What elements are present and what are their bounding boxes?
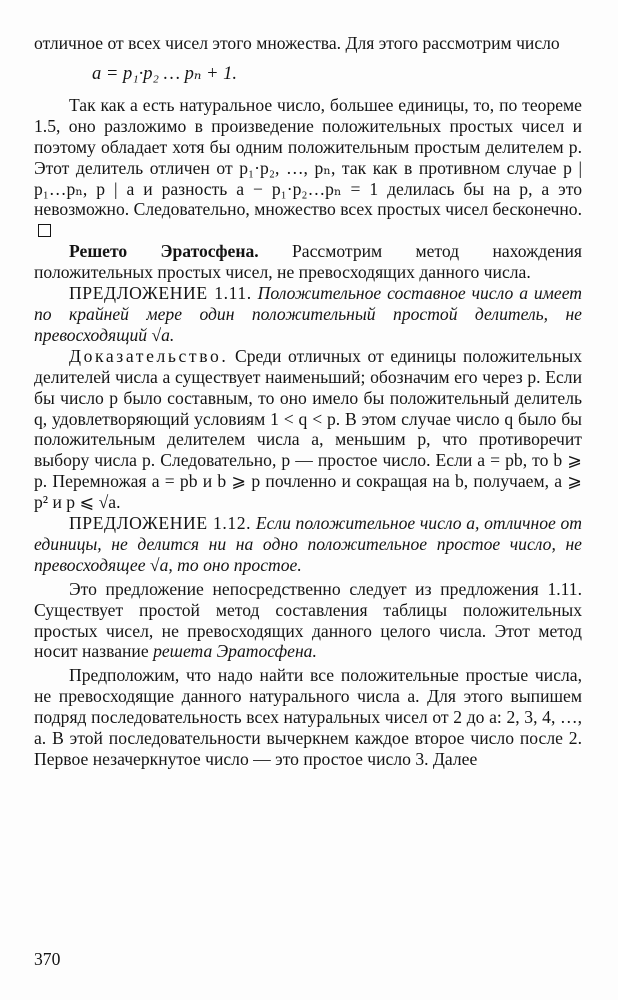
proof-1-11 — [34, 346, 582, 513]
proposition-1-11-text: Положительное составное число a имеет по крайней мере один положительный простой делитель, не превосходящий √a. — [34, 283, 582, 345]
proposition-1-11-label: ПРЕДЛОЖЕНИЕ 1.11. — [69, 283, 252, 304]
proof-1-11-text: Среди отличных от единицы положительных делителей числа a существует наименьший; обозначим его через p. Если бы число p было составным, то оно имело бы положительный делитель q, удовлетворяющий условиям 1 < q < p. В этом случае число q было бы положительным делителем числа a, меньшим p, что противоречит выбору числа p. Следовательно, p — простое число. Если a = pb, то b ⩾ p. Перемножая a = pb и b ⩾ p почленно и сокращая на b, получаем, a ⩾ p² и p ⩽ √a. — [34, 345, 582, 513]
paragraph-sieve-intro — [34, 241, 582, 283]
paragraph-proof-infinite-primes — [34, 95, 582, 241]
proposition-1-12 — [34, 513, 582, 576]
formula-a-equals-product-plus-one: a = p₁·p₂ … pₙ + 1. — [92, 63, 238, 84]
paragraph-sieve-procedure: Предположим, что надо найти все положительные простые числа, не превосходящие данного натурального числа a. Для этого выпишем подряд последовательность всех натуральных чисел от 2 до a: 2, 3, 4, …, a. В этой последовательности вычеркнем каждое второе число после 2. Первое незачеркнутое число — это простое число 3. Далее — [34, 665, 582, 769]
qed-square-icon — [38, 224, 51, 237]
proposition-1-12-label: ПРЕДЛОЖЕНИЕ 1.12. — [69, 513, 252, 534]
proof-label: Доказательство. — [69, 345, 229, 366]
sieve-intro-text: Рассмотрим метод нахождения положительных простых чисел, не превосходящих данного числа. — [34, 241, 582, 283]
paragraph-sieve-method — [34, 579, 582, 663]
paragraph-sieve-method-text: Это предложение непосредственно следует из предложения 1.11. Существует простой метод составления таблицы положительных простых чисел, не превосходящих данного целого числа. Этот метод носит название — [34, 578, 582, 662]
paragraph-intro: отличное от всех чисел этого множества. Для этого рассмотрим число — [34, 33, 560, 53]
sieve-heading: Решето Эратосфена. — [69, 241, 259, 262]
proposition-1-11 — [34, 283, 582, 346]
proposition-1-12-text: Если положительное число a, отличное от единицы, не делится ни на одно положительное простое число, не превосходящее √a, то оно простое. — [34, 513, 582, 575]
sieve-term: решета Эратосфена. — [153, 641, 317, 662]
page-number: 370 — [34, 949, 61, 969]
paragraph-text: Так как a есть натуральное число, большее единицы, то, по теореме 1.5, оно разложимо в произведение положительных простых чисел и поэтому обладает хотя бы одним положительным простым делителем p. Этот делитель отличен от p₁·p₂, …, pₙ, так как в противном случае p | p₁…pₙ, p | a и разность a − p₁·p₂…pₙ = 1 делилась бы на p, а это невозможно. Следовательно, множество всех простых чисел бесконечно. — [34, 94, 582, 220]
